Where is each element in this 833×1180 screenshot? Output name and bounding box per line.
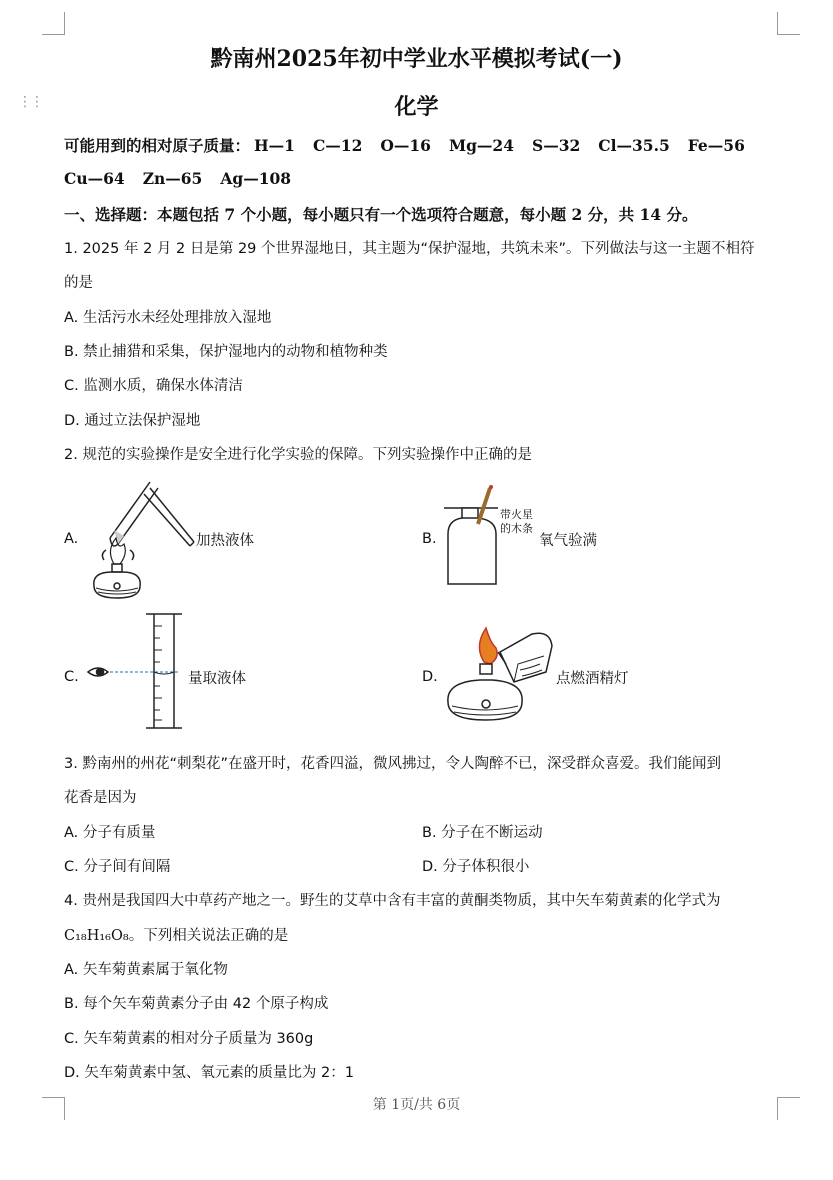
q4-stem-cont: C₁₈H₁₆O₈。下列相关说法正确的是: [64, 928, 289, 944]
section-heading: 一、选择题：本题包括 7 个小题，每小题只有一个选项符合题意，每小题 2 分，共 14 分。: [64, 205, 698, 224]
crop-mark-top-left: [42, 12, 65, 35]
q2-stem: 2. 规范的实验操作是安全进行化学实验的保障。下列实验操作中正确的是: [64, 447, 532, 463]
q1-option-c: C. 监测水质，确保水体清洁: [64, 378, 243, 394]
q1-stem: 1. 2025 年 2 月 2 日是第 29 个世界湿地日，其主题为“保护湿地，共筑未来”。下列做法与这一主题不相符: [64, 241, 755, 257]
subject-title: 化学: [394, 94, 439, 120]
q3-option-d: D. 分子体积很小: [422, 859, 530, 875]
chemical-formula: C₁₈H₁₆O₈: [64, 928, 129, 944]
page-footer: 第 1页/共 6页: [372, 1097, 461, 1113]
q4-option-d: D. 矢车菊黄素中氢、氧元素的质量比为 2：1: [64, 1065, 354, 1081]
q2-option-c-label: C.: [64, 669, 79, 685]
glowing-stick-note: 带火星 的木条: [500, 508, 533, 535]
drag-handle-icon[interactable]: ⋮⋮: [18, 94, 42, 110]
q4-option-c: C. 矢车菊黄素的相对分子质量为 360g: [64, 1031, 314, 1047]
crop-mark-top-right: [777, 12, 800, 35]
q2-option-a-label: A.: [64, 531, 79, 547]
atomic-mass-line-1: 可能用到的相对原子质量： H—1 C—12 O—16 Mg—24 S—32 Cl—35.5 Fe—56: [64, 136, 745, 155]
atomic-mass-label: 可能用到的相对原子质量：: [64, 136, 251, 155]
heating-liquid-figure: [84, 474, 196, 602]
atomic-mass-line-2: Cu—64 Zn—65 Ag—108: [64, 169, 292, 188]
q4-option-a: A. 矢车菊黄素属于氧化物: [64, 962, 228, 978]
q2-option-a-caption: 加热液体: [196, 533, 254, 549]
q1-option-a: A. 生活污水未经处理排放入湿地: [64, 310, 272, 326]
q1-option-d: D. 通过立法保护湿地: [64, 413, 201, 429]
q3-option-c: C. 分子间有间隔: [64, 859, 171, 875]
q4-stem: 4. 贵州是我国四大中草药产地之一。野生的艾草中含有丰富的黄酮类物质，其中矢车菊黄素的化学式为: [64, 893, 721, 909]
q2-option-b-label: B.: [422, 531, 437, 547]
q3-stem-cont: 花香是因为: [64, 790, 137, 806]
oxygen-test-bottle-figure: [440, 484, 512, 590]
q3-option-a: A. 分子有质量: [64, 825, 156, 841]
q2-option-b-caption: 氧气验满: [539, 533, 597, 549]
q2-option-d-label: D.: [422, 669, 438, 685]
alcohol-lamp-lighting-figure: [440, 624, 556, 726]
measuring-cylinder-figure: [84, 612, 188, 738]
q1-option-b: B. 禁止捕猎和采集，保护湿地内的动物和植物种类: [64, 344, 388, 360]
q4-option-b: B. 每个矢车菊黄素分子由 42 个原子构成: [64, 996, 329, 1012]
page-title: 黔南州2025年初中学业水平模拟考试(一): [210, 46, 623, 72]
q1-stem-cont: 的是: [64, 275, 93, 291]
q3-option-b: B. 分子在不断运动: [422, 825, 543, 841]
q3-stem: 3. 黔南州的州花“刺梨花”在盛开时，花香四溢，微风拂过，令人陶醉不已，深受群众喜爱。我们能闻到: [64, 756, 721, 772]
q2-option-d-caption: 点燃酒精灯: [556, 671, 629, 687]
q2-option-c-caption: 量取液体: [188, 671, 246, 687]
